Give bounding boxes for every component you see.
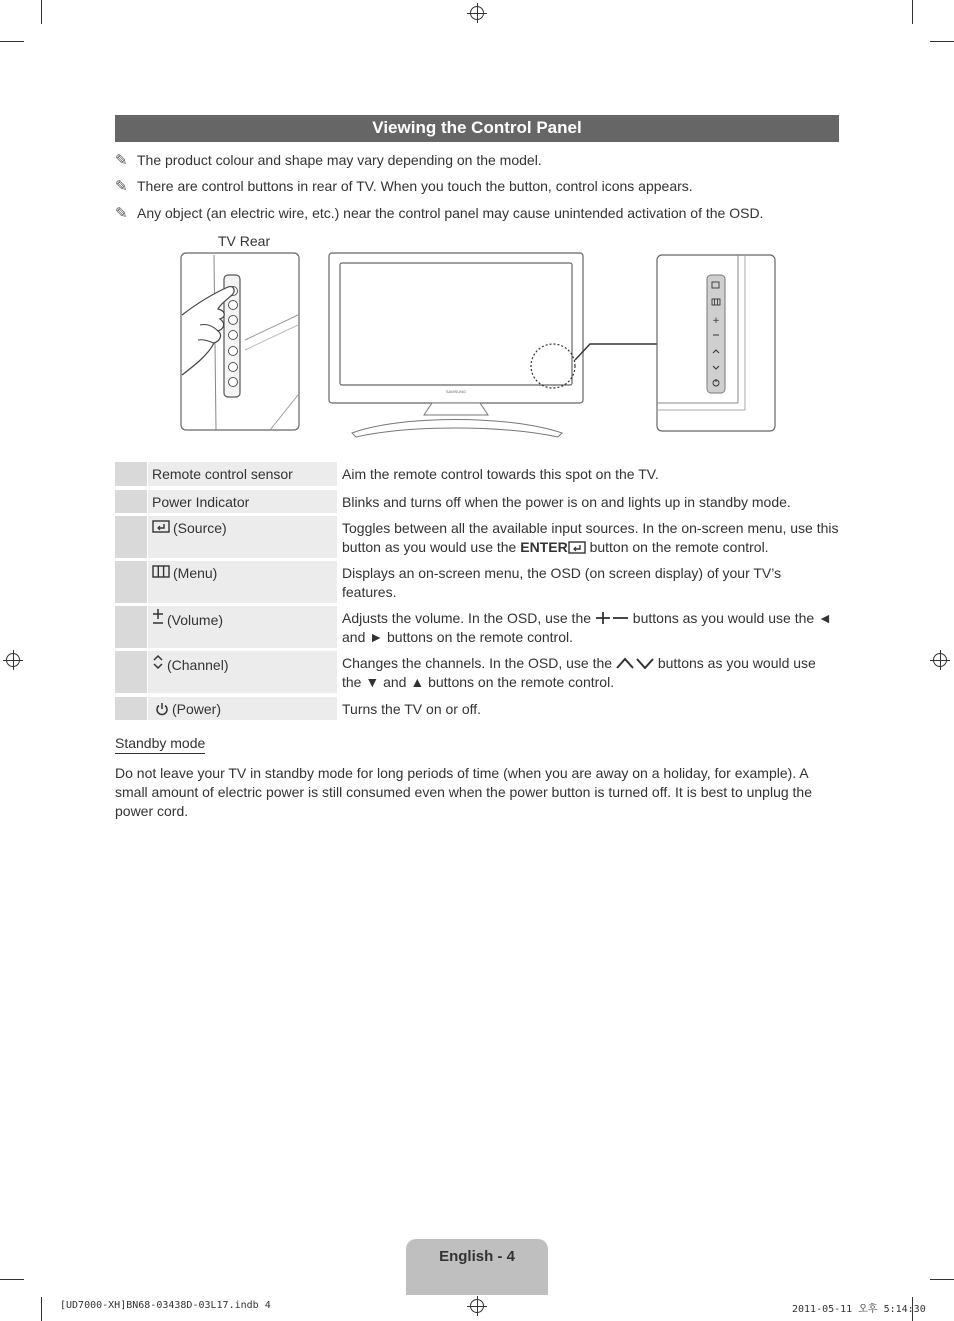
control-name: (Volume) — [148, 606, 337, 648]
registration-mark-icon — [6, 653, 20, 667]
standby-heading: Standby mode — [115, 735, 205, 754]
pencil-note-icon: ✎ — [115, 152, 128, 169]
control-name: (Power) — [148, 697, 337, 720]
control-description: Blinks and turns off when the power is on and lights up in standby mode. — [342, 494, 791, 510]
pencil-note-icon: ✎ — [115, 178, 128, 195]
crop-mark — [930, 1279, 954, 1280]
tv-rear-illustration — [181, 253, 299, 430]
channel-icon — [152, 654, 164, 675]
source-icon — [152, 519, 170, 538]
power-icon — [155, 700, 169, 719]
table-row — [115, 606, 839, 648]
crop-mark — [0, 1279, 24, 1280]
table-row — [115, 651, 839, 693]
standby-text: Do not leave your TV in standby mode for long periods of time (when you are away on a holiday, for example). A small amount of electric power is still consumed even when the power button is turned off. It is best to unplug the power cord. — [115, 765, 813, 819]
table-row — [115, 462, 839, 486]
control-description: Turns the TV on or off. — [342, 701, 482, 717]
brand-logo: SAMSUNG — [445, 389, 467, 394]
enter-icon — [568, 539, 586, 555]
table-row — [115, 516, 839, 558]
table-row — [115, 697, 839, 720]
crop-mark — [0, 41, 24, 42]
control-description: Aim the remote control towards this spot on the TV. — [342, 466, 659, 482]
control-panel-diagram — [170, 245, 790, 445]
control-name: (Channel) — [148, 651, 337, 693]
control-strip-illustration — [657, 255, 775, 431]
control-description: Adjusts the volume. In the OSD, use the buttons as you would use the ◄ and ► buttons on the remote control. — [342, 610, 832, 645]
menu-icon — [152, 564, 170, 583]
crop-mark — [41, 1297, 42, 1321]
note: ✎ Any object (an electric wire, etc.) near the control panel may cause unintended activation of the OSD. — [115, 205, 764, 222]
registration-mark-icon — [933, 653, 947, 667]
page-title: Viewing the Control Panel — [115, 115, 839, 142]
crop-mark — [912, 0, 913, 24]
control-description: Changes the channels. In the OSD, use the buttons as you would use the ▼ and ▲ buttons on the remote control. — [342, 655, 816, 690]
page-number: English - 4 — [439, 1248, 515, 1265]
registration-mark-icon — [470, 6, 484, 20]
registration-mark-icon — [470, 1299, 484, 1313]
pencil-note-icon: ✎ — [115, 205, 128, 222]
note: ✎ There are control buttons in rear of TV. When you touch the button, control icons appears. — [115, 178, 693, 195]
page-number-tab — [406, 1239, 548, 1295]
file-info: [UD7000-XH]BN68-03438D-03L17.indb 4 — [60, 1300, 271, 1311]
crop-mark — [41, 0, 42, 24]
control-description: Displays an on-screen menu, the OSD (on screen display) of your TV’s features. — [342, 565, 782, 600]
control-name: Power Indicator — [148, 490, 337, 513]
control-description: Toggles between all the available input sources. In the on-screen menu, use this button as you would use the ENTER button on the remote control. — [342, 520, 839, 555]
note: ✎ The product colour and shape may vary depending on the model. — [115, 152, 542, 169]
table-row — [115, 561, 839, 603]
tv-rear-label: TV Rear — [218, 233, 271, 249]
print-timestamp: 2011-05-11 오후 5:14:30 — [792, 1304, 926, 1315]
control-name: (Menu) — [148, 561, 337, 603]
control-name: (Source) — [148, 516, 337, 558]
table-row — [115, 490, 839, 513]
plus-minus-icon — [595, 610, 629, 626]
control-name: Remote control sensor — [148, 462, 337, 486]
crop-mark — [930, 41, 954, 42]
svg-text:+: + — [712, 316, 720, 326]
volume-icon — [152, 609, 164, 630]
tv-front-illustration — [329, 253, 657, 437]
up-down-icon — [616, 655, 654, 671]
